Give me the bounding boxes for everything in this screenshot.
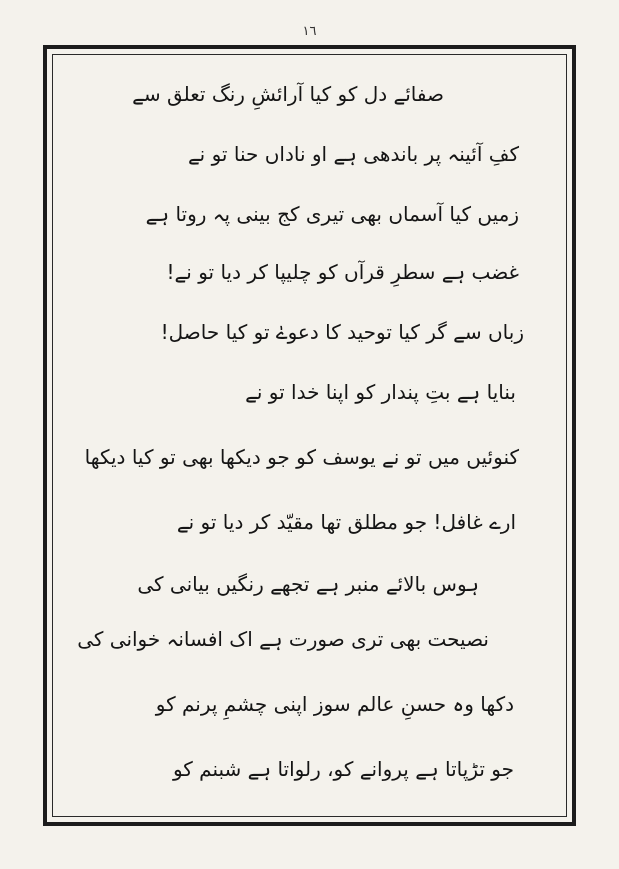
- poem-line: کفِ آئینہ پر باندھی ہے او ناداں حنا تو نے: [187, 142, 519, 166]
- poem-line: زمیں کیا آسماں بھی تیری کج بینی پہ روتا ہے: [145, 202, 519, 226]
- poem-line: نصیحت بھی تری صورت ہے اک افسانہ خوانی کی: [77, 627, 489, 651]
- page-number: ١٦: [302, 24, 317, 39]
- poem-line: صفائے دل کو کیا آرائشِ رنگ تعلق سے: [132, 82, 444, 106]
- poem-line: دکھا وہ حسنِ عالم سوز اپنی چشمِ پرنم کو: [155, 692, 514, 716]
- poem-line: جو تڑپاتا ہے پروانے کو، رلواتا ہے شبنم کو: [172, 757, 514, 781]
- poem-line: غضب ہے سطرِ قرآں کو چلیپا کر دیا تو نے!: [166, 260, 519, 284]
- poem-line: ارے غافل! جو مطلق تھا مقیّد کر دیا تو نے: [176, 510, 516, 534]
- poem-line: بنایا ہے بتِ پندار کو اپنا خدا تو نے: [245, 380, 516, 404]
- poem-line: کنوئیں میں تو نے یوسف کو جو دیکھا بھی تو کیا دیکھا: [84, 445, 519, 469]
- poem-line: ہوس بالائے منبر ہے تجھے رنگیں بیانی کی: [137, 572, 479, 596]
- poem-line: زباں سے گر کیا توحید کا دعوےٰ تو کیا حاصل!: [160, 320, 524, 344]
